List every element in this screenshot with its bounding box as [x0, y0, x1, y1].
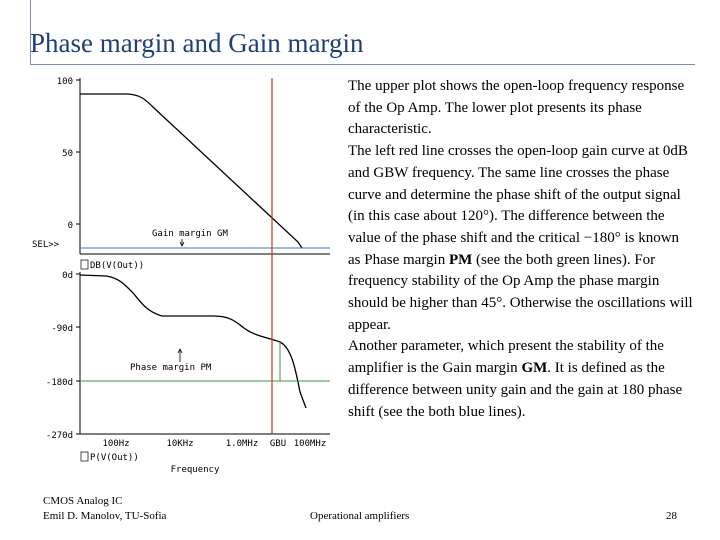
lower-y-tick-0d: 0d: [62, 271, 73, 281]
footer-author: [43, 494, 166, 524]
footer-page-number: 28: [666, 510, 677, 522]
x-tick-gbu: GBU: [269, 439, 287, 449]
x-axis-label: Frequency: [170, 465, 220, 475]
slide-title: Phase margin and Gain margin: [30, 28, 364, 58]
body-p3-text-a: Another parameter, which present the stability of the amplifier is the Gain margin: [348, 338, 664, 377]
body-p2-text-a: The left red line crosses the open-loop gain curve at 0dB and GBW frequency. The same line crosses the phase curve and determine the phase shift of the output signal (in this case about 120°). The difference between the value of the phase shift and the critical −180° is known as Phase margin: [348, 143, 688, 268]
x-tick-1mhz: 1.0MHz: [225, 439, 259, 449]
body-p3-gm-bold: GM: [521, 360, 548, 377]
title-underline: [30, 64, 695, 65]
body-paragraph-1: The upper plot shows the open-loop frequency response of the Op Amp. The lower plot presents its phase characteristic.: [348, 78, 685, 138]
x-tick-100hz: 100Hz: [102, 439, 130, 449]
bode-plot-image: [30, 72, 340, 480]
upper-trace-label: DB(V(Out)): [90, 261, 145, 271]
bode-plot-svg: [30, 72, 340, 480]
lower-y-tick-180d: -180d: [45, 378, 73, 388]
lower-y-tick-90d: -90d: [51, 324, 73, 334]
footer-course: CMOS Analog IC: [43, 495, 123, 507]
body-paragraph-2: [348, 141, 693, 336]
upper-y-tick-0: 0: [67, 221, 73, 231]
lower-y-tick-270d: -270d: [45, 431, 73, 441]
footer-author-name: Emil D. Manolov, TU-Sofia: [43, 510, 167, 522]
sel-marker: SEL>>: [32, 240, 60, 250]
body-p2-pm-bold: PM: [448, 251, 473, 268]
pm-label: Phase margin PM: [130, 363, 212, 373]
body-paragraph-3: [348, 336, 693, 423]
upper-y-tick-100: 100: [56, 77, 73, 87]
body-p2-text-c: (see the both green lines). For frequency stability of the Op Amp the phase margin should be higher than 45°. Otherwise the oscillations will appear.: [348, 251, 693, 333]
gm-label: Gain margin GM: [152, 229, 228, 239]
footer-topic: Operational amplifiers: [310, 510, 410, 522]
body-p3-text-c: . It is defined as the difference between unity gain and the gain at 180 phase shift (see the both blue lines).: [348, 360, 683, 420]
x-tick-10khz: 10KHz: [166, 439, 194, 449]
upper-y-tick-50: 50: [62, 149, 73, 159]
slide-body-text: [348, 76, 693, 423]
x-tick-100mhz: 100MHz: [293, 439, 327, 449]
lower-trace-label: P(V(Out)): [90, 453, 139, 463]
